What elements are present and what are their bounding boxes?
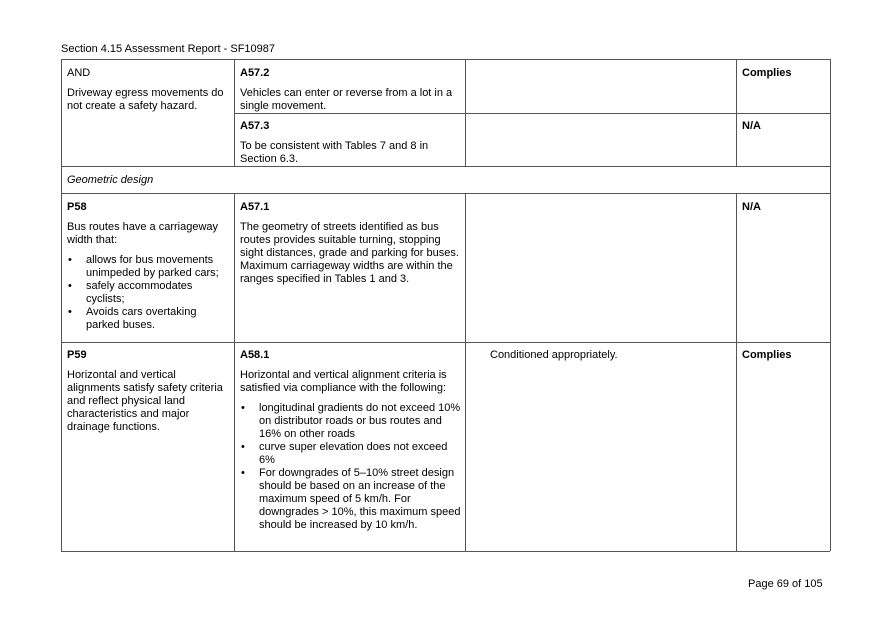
a573-code: A57.3 bbox=[240, 120, 270, 132]
a572-text: Vehicles can enter or reverse from a lot in a single movement. bbox=[240, 87, 453, 112]
list-item: • allows for bus movements unimpeded by parked cars; bbox=[67, 254, 231, 280]
row1-and-label: AND bbox=[67, 67, 91, 79]
a573-cell bbox=[240, 120, 462, 166]
p59-comment: Conditioned appropriately. bbox=[490, 349, 618, 361]
row1-performance-text: Driveway egress movements do not create a safety hazard. bbox=[67, 87, 224, 112]
p59-status: Complies bbox=[742, 349, 792, 361]
a572-code: A57.2 bbox=[240, 67, 270, 79]
a571-code: A57.1 bbox=[240, 201, 270, 213]
p58-code: P58 bbox=[67, 201, 87, 213]
a581-intro: Horizontal and vertical alignment criteria is satisfied via compliance with the following: bbox=[240, 369, 447, 394]
a573-text: To be consistent with Tables 7 and 8 in Section 6.3. bbox=[240, 140, 429, 165]
page-number: Page 69 of 105 bbox=[748, 578, 823, 590]
a581-cell bbox=[240, 349, 462, 532]
row1-performance-cell bbox=[67, 67, 229, 113]
p58-bullet-list bbox=[67, 254, 231, 332]
p59-code: P59 bbox=[67, 349, 87, 361]
p58-cell bbox=[67, 201, 231, 332]
a581-bullet-list bbox=[240, 402, 462, 532]
list-item: • Avoids cars overtaking parked buses. bbox=[67, 306, 231, 332]
a572-cell bbox=[240, 67, 462, 113]
list-item: • For downgrades of 5–10% street design should be based on an increase of the maximum speed of 5 km/h. For downgrades > 10%, this maximum speed should be increased by 10 km/h. bbox=[240, 467, 462, 532]
p59-text: Horizontal and vertical alignments satisfy safety criteria and reflect physical land characteristics and major drainage functions. bbox=[67, 369, 223, 433]
a573-status: N/A bbox=[742, 120, 761, 132]
a571-text: The geometry of streets identified as bus routes provides suitable turning, stopping sight distances, grade and parking for buses. Maximum carriageway widths are within the ranges specified in Tables 1 and 3. bbox=[240, 221, 459, 285]
a571-cell bbox=[240, 201, 462, 286]
a581-code: A58.1 bbox=[240, 349, 270, 361]
list-item: • curve super elevation does not exceed 6% bbox=[240, 441, 462, 467]
list-item: • safely accommodates cyclists; bbox=[67, 280, 231, 306]
p58-status: N/A bbox=[742, 201, 761, 213]
p59-cell bbox=[67, 349, 227, 434]
p58-intro: Bus routes have a carriageway width that: bbox=[67, 221, 219, 246]
page-header: Section 4.15 Assessment Report - SF10987 bbox=[61, 43, 276, 55]
a572-status: Complies bbox=[742, 67, 792, 79]
section-heading-geometric-design: Geometric design bbox=[67, 174, 154, 186]
list-item: • longitudinal gradients do not exceed 10% on distributor roads or bus routes and 16% on other roads bbox=[240, 402, 462, 441]
